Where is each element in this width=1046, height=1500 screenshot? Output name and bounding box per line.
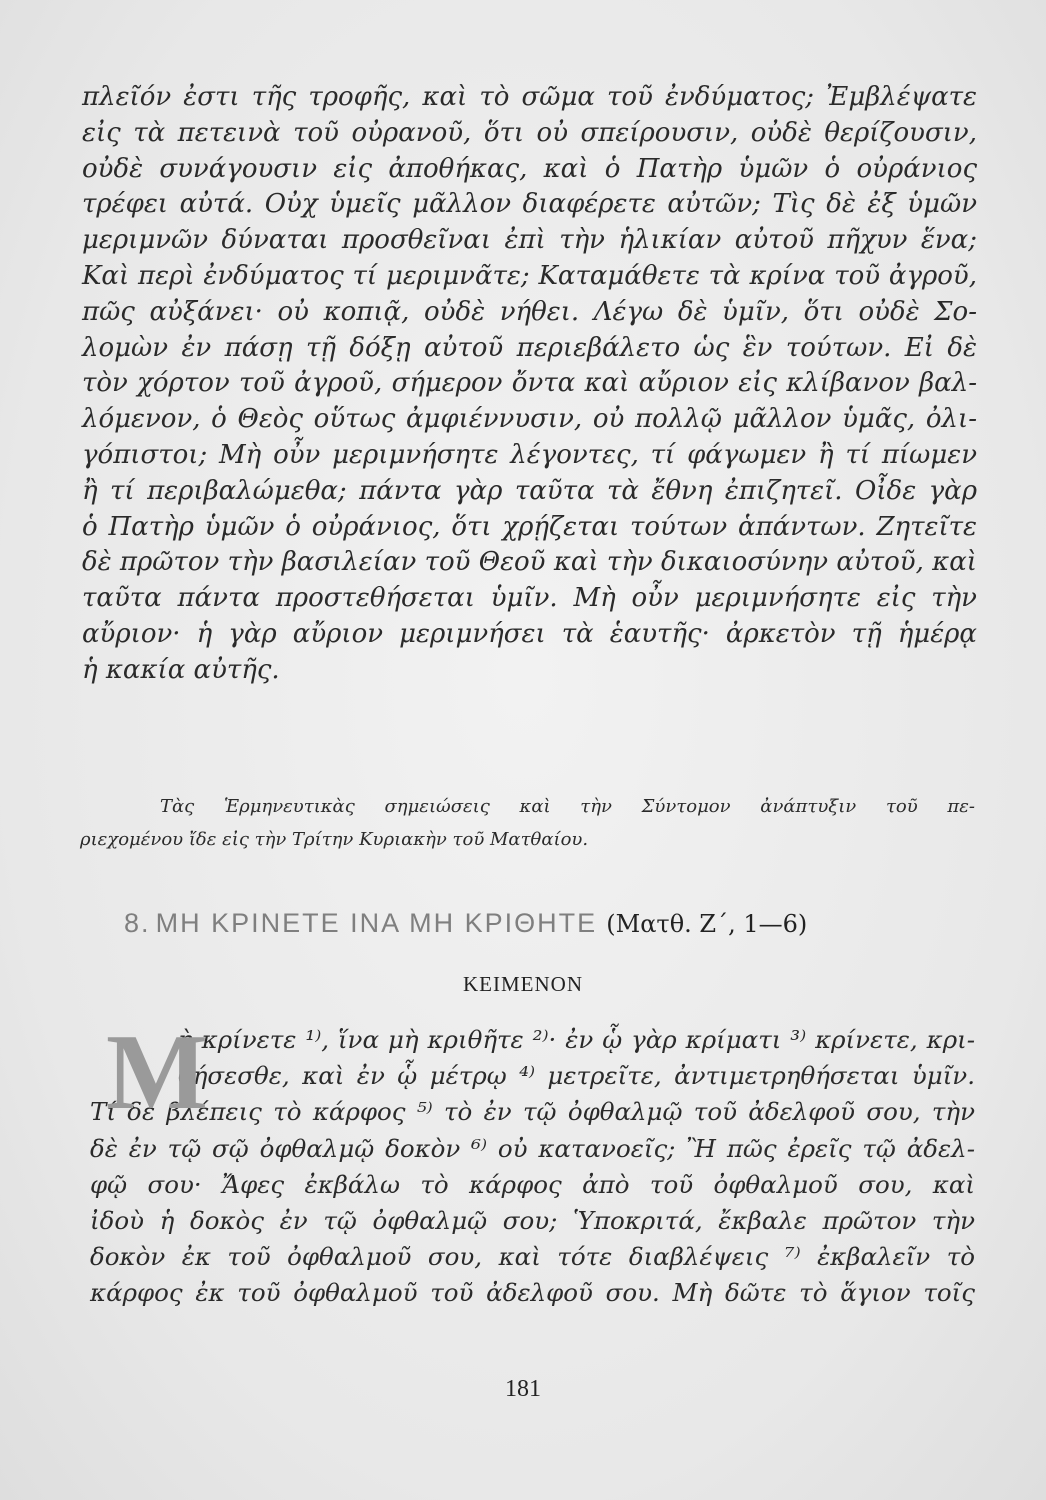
text-line: δὲ πρῶτον τὴν βασιλείαν τοῦ Θεοῦ καὶ τὴν δικαιοσύνην αὐτοῦ, καὶ [82, 547, 977, 578]
drop-cap: Μ [106, 1013, 208, 1132]
text-line: δοκὸν ἐκ τοῦ ὀφθαλμοῦ σου, καὶ τότε διαβλέψεις ⁷⁾ ἐκβαλεῖν τὸ [90, 1242, 975, 1272]
footnote-line: Τὰς Ἑρμηνευτικὰς σημειώσεις καὶ τὴν Σύντομον ἀνάπτυξιν τοῦ πε- [160, 796, 975, 817]
text-line: λομὼν ἐν πάσῃ τῇ δόξῃ αὐτοῦ περιεβάλετο ὡς ἓν τούτων. Εἰ δὲ [82, 332, 977, 363]
section-text [90, 1013, 975, 1312]
section-number: 8. [124, 908, 151, 938]
text-line: ὴ κρίνετε ¹⁾, ἵνα μὴ κριθῆτε ²⁾· ἐν ᾧ γὰρ κρίματι ³⁾ κρίνετε, κρι- [178, 1025, 975, 1054]
text-line: ἰδοὺ ἡ δοκὸς ἐν τῷ ὀφθαλμῷ σου; Ὑποκριτά, ἔκβαλε πρῶτον τὴν [90, 1206, 975, 1236]
text-line: Καὶ περὶ ἐνδύματος τί μεριμνᾶτε; Καταμάθετε τὰ κρίνα τοῦ ἀγροῦ, [82, 260, 977, 291]
text-line: ταῦτα πάντα προστεθήσεται ὑμῖν. Μὴ οὖν μεριμνήσητε εἰς τὴν [82, 583, 977, 614]
text-line: τρέφει αὐτά. Οὐχ ὑμεῖς μᾶλλον διαφέρετε αὐτῶν; Τὶς δὲ ἐξ ὑμῶν [82, 189, 977, 220]
scripture-reference: (Ματθ. Ζ΄, 1—6) [606, 910, 808, 938]
footnote [80, 790, 975, 856]
section-heading [124, 908, 984, 939]
text-line: μεριμνῶν δύναται προσθεῖναι ἐπὶ τὴν ἡλικίαν αὐτοῦ πῆχυν ἕνα; [82, 225, 977, 256]
text-line: δὲ ἐν τῷ σῷ ὀφθαλμῷ δοκὸν ⁶⁾ οὐ κατανοεῖς; Ἢ πῶς ἐρεῖς τῷ ἀδελ- [90, 1133, 975, 1163]
page-number: 181 [505, 1376, 541, 1402]
text-line: πλεῖόν ἐστι τῆς τροφῆς, καὶ τὸ σῶμα τοῦ ἐνδύματος; Ἐμβλέψατε [82, 82, 977, 112]
text-line: εἰς τὰ πετεινὰ τοῦ οὐρανοῦ, ὅτι οὐ σπείρουσιν, οὐδὲ θερίζουσιν, [82, 117, 977, 148]
text-line: λόμενον, ὁ Θεὸς οὕτως ἀμφιέννυσιν, οὐ πολλῷ μᾶλλον ὑμᾶς, ὀλι- [82, 404, 977, 435]
text-line: ὁ Πατὴρ ὑμῶν ὁ οὐράνιος, ὅτι χρῄζεται τούτων ἁπάντων. Ζητεῖτε [82, 511, 977, 542]
text-line: θήσεσθε, καὶ ἐν ᾧ μέτρῳ ⁴⁾ μετρεῖτε, ἀντιμετρηθήσεται ὑμῖν. [178, 1061, 975, 1091]
text-subheading: ΚΕΙΜΕΝΟΝ [463, 972, 583, 996]
continued-gospel-text [82, 80, 977, 689]
text-line: τὸν χόρτον τοῦ ἀγροῦ, σήμερον ὄντα καὶ αὔριον εἰς κλίβανον βαλ- [82, 368, 977, 399]
text-line: ἡ κακία αὐτῆς. [82, 654, 280, 685]
section-title: ΜΗ ΚΡΙΝΕΤΕ ΙΝΑ ΜΗ ΚΡΙΘΗΤΕ [155, 908, 598, 938]
text-line: πῶς αὐξάνει· οὐ κοπιᾷ, οὐδὲ νήθει. Λέγω δὲ ὑμῖν, ὅτι οὐδὲ Σο- [82, 296, 977, 327]
footnote-line: ριεχομένου ἴδε εἰς τὴν Τρίτην Κυριακὴν τοῦ Ματθαίου. [80, 829, 589, 850]
text-line: οὐδὲ συνάγουσιν εἰς ἀποθήκας, καὶ ὁ Πατὴρ ὑμῶν ὁ οὐράνιος [82, 153, 977, 184]
text-line: φῷ σου· Ἄφες ἐκβάλω τὸ κάρφος ἀπὸ τοῦ ὀφθαλμοῦ σου, καὶ [90, 1169, 975, 1199]
text-line: κάρφος ἐκ τοῦ ὀφθαλμοῦ τοῦ ἀδελφοῦ σου. Μὴ δῶτε τὸ ἅγιον τοῖς [90, 1278, 975, 1308]
text-line: ἢ τί περιβαλώμεθα; πάντα γὰρ ταῦτα τὰ ἔθνη ἐπιζητεῖ. Οἶδε γὰρ [82, 475, 977, 506]
text-line: Τί δὲ βλέπεις τὸ κάρφος ⁵⁾ τὸ ἐν τῷ ὀφθαλμῷ τοῦ ἀδελφοῦ σου, τὴν [90, 1097, 975, 1127]
text-line: αὔριον· ἡ γὰρ αὔριον μεριμνήσει τὰ ἑαυτῆς· ἀρκετὸν τῇ ἡμέρᾳ [82, 618, 977, 649]
text-line: γόπιστοι; Μὴ οὖν μεριμνήσητε λέγοντες, τί φάγωμεν ἢ τί πίωμεν [82, 439, 977, 470]
